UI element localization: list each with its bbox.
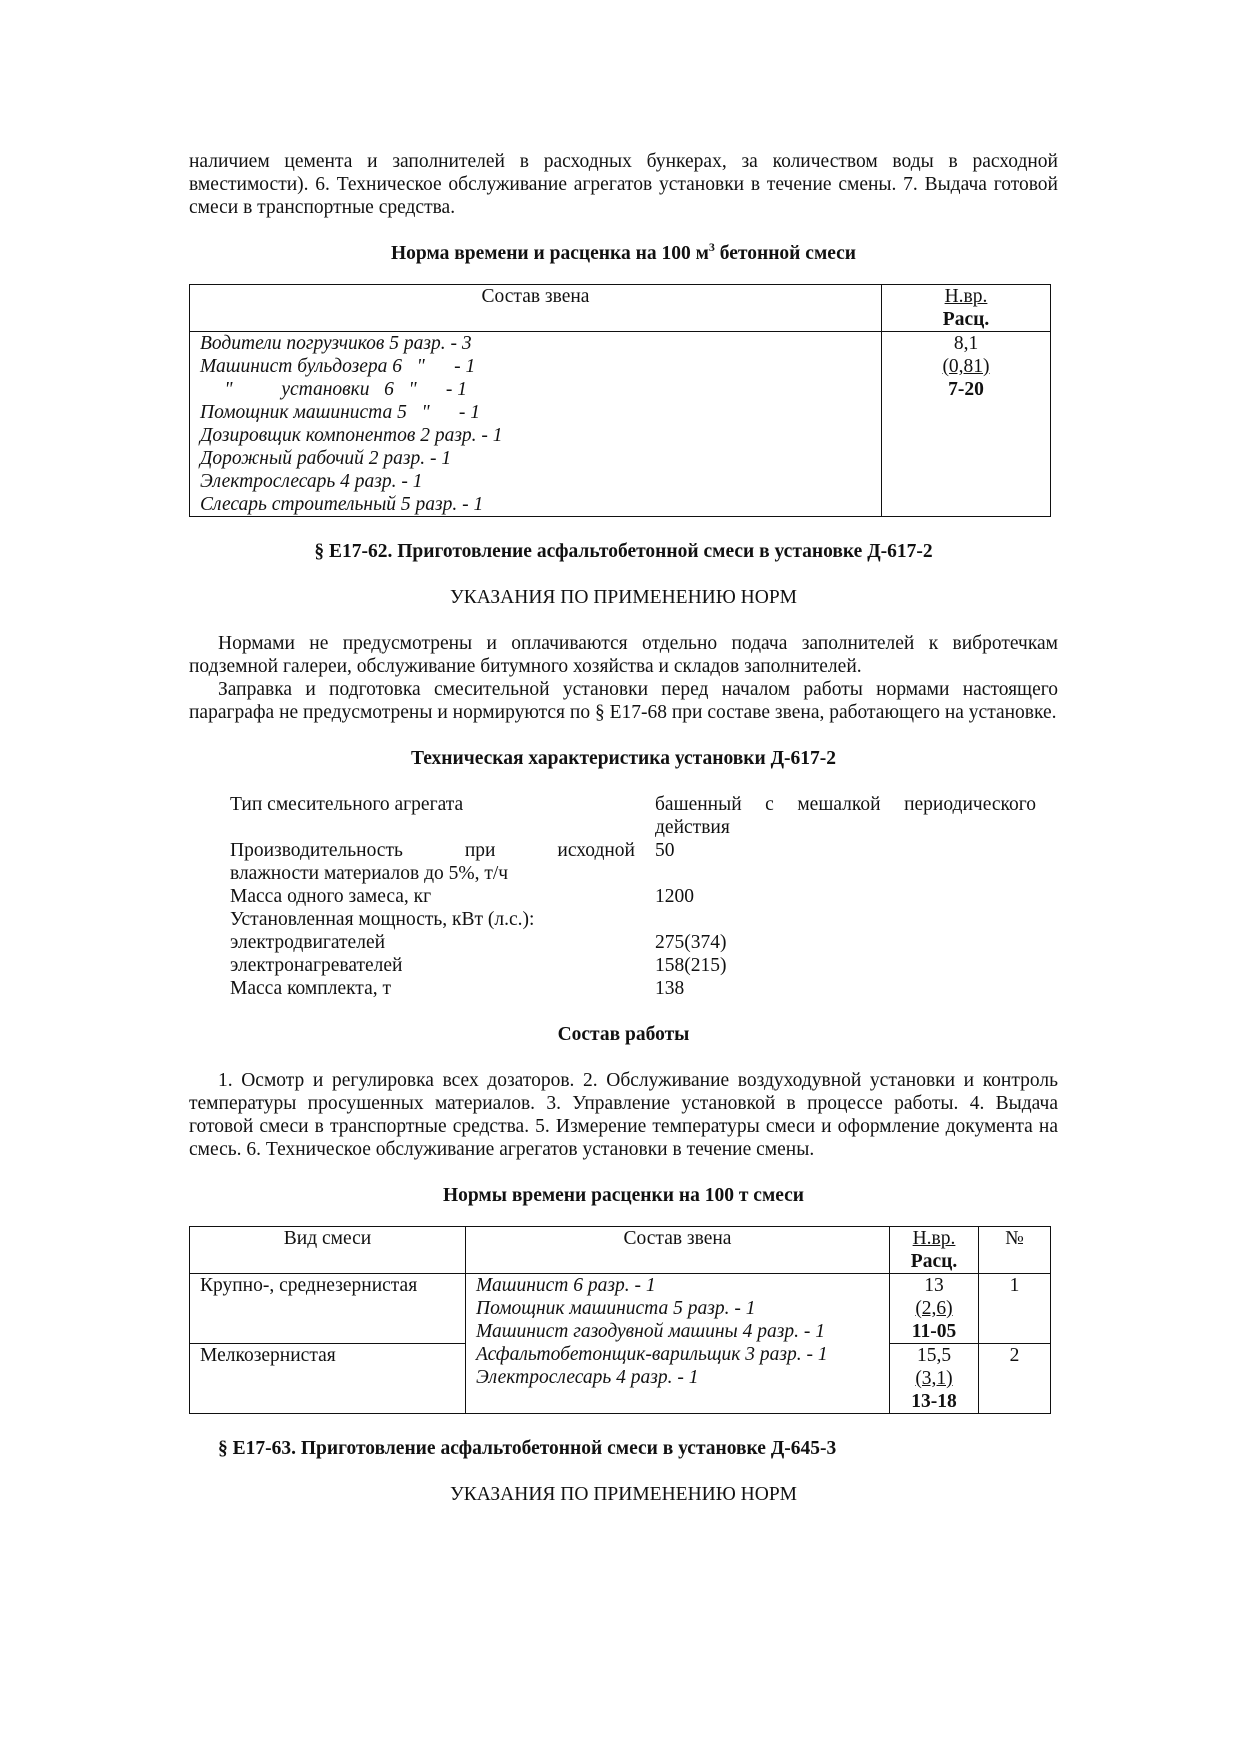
no-cell: 1 <box>979 1274 1051 1344</box>
work-heading: Состав работы <box>557 1024 690 1045</box>
header-crew: Состав звена <box>466 1227 890 1274</box>
header-nvr: Н.вр. <box>912 1228 956 1249</box>
spec-label: электродвигателей <box>230 932 386 953</box>
rasc-value: 13-18 <box>911 1391 957 1412</box>
norm2-table <box>189 1226 1051 1414</box>
spec-row <box>230 931 1036 954</box>
header-rasc: Расц. <box>942 309 990 330</box>
spec-label: Масса одного замеса, кг <box>230 886 432 907</box>
crew-cell <box>190 332 882 517</box>
nvr-value: 8,1 <box>953 333 979 354</box>
crew-cell <box>466 1274 890 1414</box>
header-nvr: Н.вр. <box>944 286 988 307</box>
no-cell: 2 <box>979 1344 1051 1414</box>
norm2-heading: Нормы времени расценки на 100 т смеси <box>442 1185 805 1206</box>
nvr-value: 15,5 <box>916 1345 952 1366</box>
document-page <box>189 150 1058 1506</box>
rate-cell <box>882 332 1051 517</box>
header-nvr-rasc <box>882 285 1051 332</box>
spec-value: 138 <box>655 978 685 999</box>
spec-label: Тип смесительного агрегата <box>230 794 464 815</box>
spec-label-line: влажности материалов до 5%, т/ч <box>230 863 509 884</box>
spec-row <box>230 908 1036 931</box>
crew-line: " установки 6 " - 1 <box>200 379 468 400</box>
crew-line: Машинист бульдозера 6 " - 1 <box>200 356 476 377</box>
norm1-heading: Норма времени и расценка на 100 $м^3$ бетонной смеси <box>390 240 857 264</box>
crew-line: Электрослесарь 4 разр. - 1 <box>200 471 423 492</box>
header-rasc: Расц. <box>910 1251 958 1272</box>
spec-value: башенный с мешалкой периодического действия <box>655 794 1036 838</box>
rasc-value: 11-05 <box>911 1321 957 1342</box>
header-mix: Вид смеси <box>190 1227 466 1274</box>
crew-line: Машинист 6 разр. - 1 <box>476 1275 656 1296</box>
header-nvr-rasc <box>890 1227 979 1274</box>
spec-label: электронагревателей <box>230 955 403 976</box>
header-crew: Состав звена <box>190 285 882 332</box>
nvr-value: 13 <box>924 1275 944 1296</box>
table-header-row <box>190 285 1051 332</box>
spec-label-line: Производительность при исходной <box>230 840 635 861</box>
crew-line: Дозировщик компонентов 2 разр. - 1 <box>200 425 503 446</box>
rate-cell <box>890 1274 979 1344</box>
spec-row <box>230 839 1036 885</box>
spec-row <box>230 954 1036 977</box>
spec-value: 275(374) <box>655 932 727 953</box>
crew-line: Водители погрузчиков 5 разр. - 3 <box>200 333 472 354</box>
spec-row <box>230 885 1036 908</box>
crew-line: Электрослесарь 4 разр. - 1 <box>476 1367 699 1388</box>
section63-subheading: УКАЗАНИЯ ПО ПРИМЕНЕНИЮ НОРМ <box>449 1484 798 1505</box>
spec-value: 1200 <box>655 886 694 907</box>
section62-heading: § Е17-62. Приготовление асфальтобетонной смеси в установке Д-617-2 <box>314 541 933 562</box>
section62-para2: Заправка и подготовка смесительной установки перед началом работы нормами настоящего параграфа не предусмотрены и нормируются по § Е17-68 при составе звена, работающего на установке. <box>189 679 1058 723</box>
header-no: № <box>979 1227 1051 1274</box>
table-header-row <box>190 1227 1051 1274</box>
intro-paragraph: наличием цемента и заполнителей в расходных бункерах, за количеством воды в расходной вместимости). 6. Техническое обслуживание агрегатов установки в течение смены. 7. Выдача готовой смеси в транспортные средства. <box>189 151 1058 218</box>
section63-heading: § Е17-63. Приготовление асфальтобетонной смеси в установке Д-645-3 <box>218 1438 837 1459</box>
norm1-table <box>189 284 1051 517</box>
spec-label: Установленная мощность, кВт (л.с.): <box>230 909 535 930</box>
spec-value: 50 <box>655 840 675 861</box>
spec-value <box>655 908 1036 931</box>
crew-line: Машинист газодувной машины 4 разр. - 1 <box>476 1321 825 1342</box>
tech-heading: Техническая характеристика установки Д-617-2 <box>411 748 836 769</box>
section62-para1: Нормами не предусмотрены и оплачиваются отдельно подача заполнителей к вибротечкам подземной галереи, обслуживание битумного хозяйства и складов заполнителей. <box>189 633 1058 677</box>
paren-value: (2,6) <box>915 1298 953 1319</box>
work-text: 1. Осмотр и регулировка всех дозаторов. 2. Обслуживание воздуходувной установки и контроль температуры просушенных материалов. 3. Управление установкой в процессе работы. 4. Выдача готовой смеси в транспортные средства. 5. Измерение температуры смеси и оформление документа на смесь. 6. Техническое обслуживание агрегатов установки в течение смены. <box>189 1070 1058 1160</box>
paren-value: (0,81) <box>942 356 990 377</box>
table-row <box>190 1274 1051 1344</box>
section62-subheading: УКАЗАНИЯ ПО ПРИМЕНЕНИЮ НОРМ <box>449 587 798 608</box>
spec-label <box>230 839 635 885</box>
crew-line: Дорожный рабочий 2 разр. - 1 <box>200 448 452 469</box>
spec-row <box>230 977 1036 1000</box>
paren-value: (3,1) <box>915 1368 953 1389</box>
mix-cell: Мелкозернистая <box>190 1344 466 1414</box>
crew-line: Помощник машиниста 5 " - 1 <box>200 402 481 423</box>
rasc-value: 7-20 <box>948 379 984 400</box>
table-row <box>190 332 1051 517</box>
spec-value: 158(215) <box>655 955 727 976</box>
crew-line: Помощник машиниста 5 разр. - 1 <box>476 1298 756 1319</box>
crew-line: Асфальтобетонщик-варильщик 3 разр. - 1 <box>476 1344 828 1365</box>
mix-cell: Крупно-, среднезернистая <box>190 1274 466 1344</box>
rate-cell <box>890 1344 979 1414</box>
crew-line: Слесарь строительный 5 разр. - 1 <box>200 494 484 515</box>
tech-spec-list <box>230 793 1036 1000</box>
spec-row <box>230 793 1036 839</box>
spec-label: Масса комплекта, т <box>230 978 391 999</box>
